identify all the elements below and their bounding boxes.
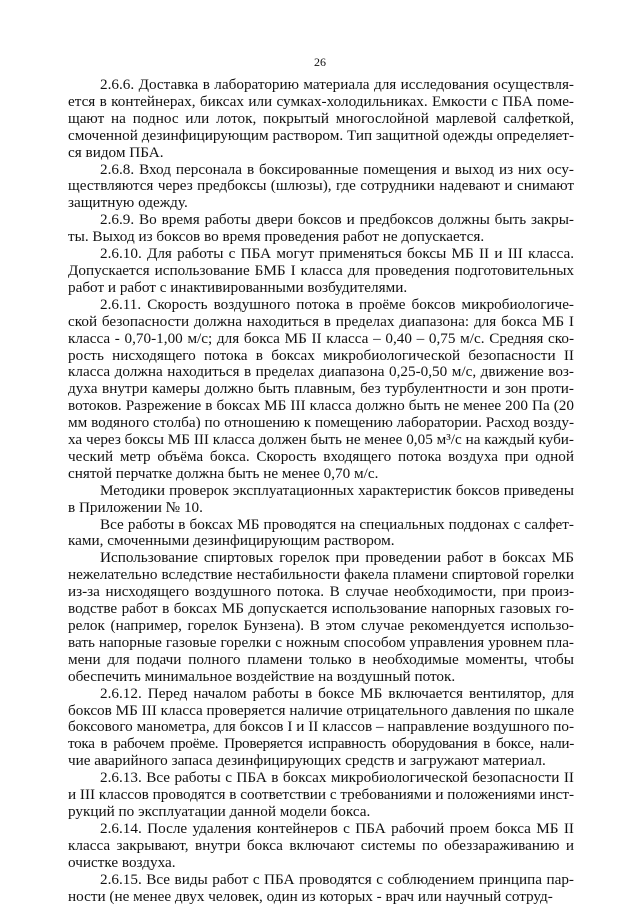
text-line: рукций по эксплуатации данной модели бокса. (68, 802, 371, 820)
text-line: 2.6.8. Вход персонала в боксированные помещения и выход из них осу- (100, 160, 574, 178)
document-body (68, 77, 574, 905)
text-line: ты. Выход из боксов во время проведения работ не допускается. (68, 228, 485, 246)
paragraph-2-6-13 (68, 770, 574, 821)
text-line: 2.6.15. Все виды работ с ПБА проводятся с соблюдением принципа пар- (100, 870, 574, 888)
text-line: щают на поднос или лоток, покрытый многослойной марлевой салфеткой, (68, 109, 574, 127)
text-line: ществляются через предбоксы (шлюзы), где сотрудники надевают и снимают (68, 177, 574, 195)
text-line: из-за нисходящего воздушного потока. В случае необходимости, при произ- (68, 583, 574, 601)
text-line: 2.6.6. Доставка в лабораторию материала для исследования осуществля- (100, 76, 574, 93)
paragraph-2-6-11 (68, 297, 574, 483)
text-line: 2.6.14. После удаления контейнеров с ПБА рабочий проем бокса МБ II (100, 819, 574, 837)
text-line: ности (не менее двух человек, один из которых - врач или научный сотруд- (68, 887, 553, 905)
paragraph-2-6-14 (68, 821, 574, 872)
text-line: в Приложении № 10. (68, 498, 203, 516)
text-line: ся видом ПБА. (68, 143, 164, 161)
text-line: смоченной дезинфицирующим раствором. Тип защитной одежды определяет- (68, 126, 574, 144)
text-line: вать напорные газовые горелки с ножным способом управления уровнем пла- (68, 633, 574, 651)
text-line: водстве работ в боксах МБ допускается использование напорных газовых го- (68, 600, 574, 618)
text-line: мм водяного столба) по отношению к помещению лаборатории. Расход возду- (68, 414, 574, 432)
text-line: боксового манометра, для боксов I и II классов – направление воздушного по- (68, 718, 574, 736)
text-line: класса закрывают, внутри бокса включают системы по обеззараживанию и (68, 836, 574, 854)
page-number: 26 (314, 55, 326, 69)
text-line: снятой перчатке должна быть не менее 0,70 м/с. (68, 464, 379, 482)
text-line: и III классов проводятся в соответствии с требованиями и положениями инст- (68, 786, 575, 804)
text-line: вотоков. Разрежение в боксах МБ III класса должно быть не менее 200 Па (20 (68, 397, 574, 415)
paragraph-2-6-9 (68, 212, 574, 246)
text-line: Все работы в боксах МБ проводятся на специальных поддонах с салфет- (100, 515, 574, 533)
text-line: защитную одежду. (68, 194, 188, 212)
text-line: 2.6.11. Скорость воздушного потока в проёме боксов микробиологиче- (100, 295, 574, 313)
text-line: работ и работ с инактивированными возбудителями. (68, 278, 408, 296)
paragraph-trays (68, 517, 574, 551)
text-line: мени для подачи полного пламени только в необходимые моменты, чтобы (68, 650, 574, 668)
text-line: обеспечить минимальное воздействие на воздушный поток. (68, 667, 456, 685)
paragraph-2-6-12 (68, 686, 574, 771)
text-line: очистке воздуха. (68, 853, 176, 871)
paragraph-2-6-8 (68, 162, 574, 213)
text-line: ками, смоченными дезинфицирующим раствором. (68, 532, 395, 550)
text-line: нежелательно вследствие нестабильности факела пламени спиртовой горелки (68, 566, 574, 584)
text-line: ха через боксы МБ III класса должен быть не менее 0,05 м³/с на каждый куби- (68, 431, 574, 449)
text-line: ческий метр объёма бокса. Скорость входящего потока воздуха при одной (68, 447, 574, 465)
paragraph-2-6-15 (68, 872, 574, 905)
text-line: Допускается использование БМБ I класса для проведения подготовительных (68, 261, 574, 279)
text-line: ется в контейнерах, биксах или сумках-холодильниках. Емкости с ПБА поме- (68, 92, 574, 110)
text-line: тока в рабочем проёме. Проверяется исправность оборудования в боксе, нали- (68, 735, 574, 753)
text-line: 2.6.10. Для работы с ПБА могут применяться боксы МБ II и III класса. (100, 245, 574, 263)
text-line: класса - 0,70-1,00 м/с; для бокса МБ II класса – 0,40 – 0,75 м/с. Средняя ско- (68, 329, 574, 347)
text-line: Методики проверок эксплуатационных характеристик боксов приведены (100, 481, 574, 499)
text-line: 2.6.13. Все работы с ПБА в боксах микробиологической безопасности II (100, 769, 574, 787)
text-line: боксов МБ III класса проверяется наличие отрицательного давления по шкале (68, 701, 574, 719)
paragraph-2-6-6 (68, 77, 574, 162)
paragraph-methods (68, 483, 574, 517)
text-line: духа внутри камеры должно быть плавным, без турбулентности и зон проти- (68, 380, 574, 398)
paragraph-burners (68, 550, 574, 685)
text-line: релок (например, горелок Бунзена). В этом случае рекомендуется использо- (68, 617, 574, 634)
text-line: чие аварийного запаса дезинфицирующих средств и загружают материал. (68, 752, 546, 770)
paragraph-2-6-10 (68, 246, 574, 297)
text-line: класса должна находиться в пределах диапазона 0,25-0,50 м/с, движение воз- (68, 363, 574, 381)
text-line: 2.6.12. Перед началом работы в боксе МБ включается вентилятор, для (100, 684, 574, 702)
text-line: ской безопасности должна находиться в пределах диапазона: для бокса МБ I (68, 312, 574, 330)
text-line: Использование спиртовых горелок при проведении работ в боксах МБ (100, 549, 574, 567)
text-line: рость нисходящего потока в боксах микробиологической безопасности II (68, 346, 574, 364)
text-line: 2.6.9. Во время работы двери боксов и предбоксов должны быть закры- (100, 211, 574, 229)
